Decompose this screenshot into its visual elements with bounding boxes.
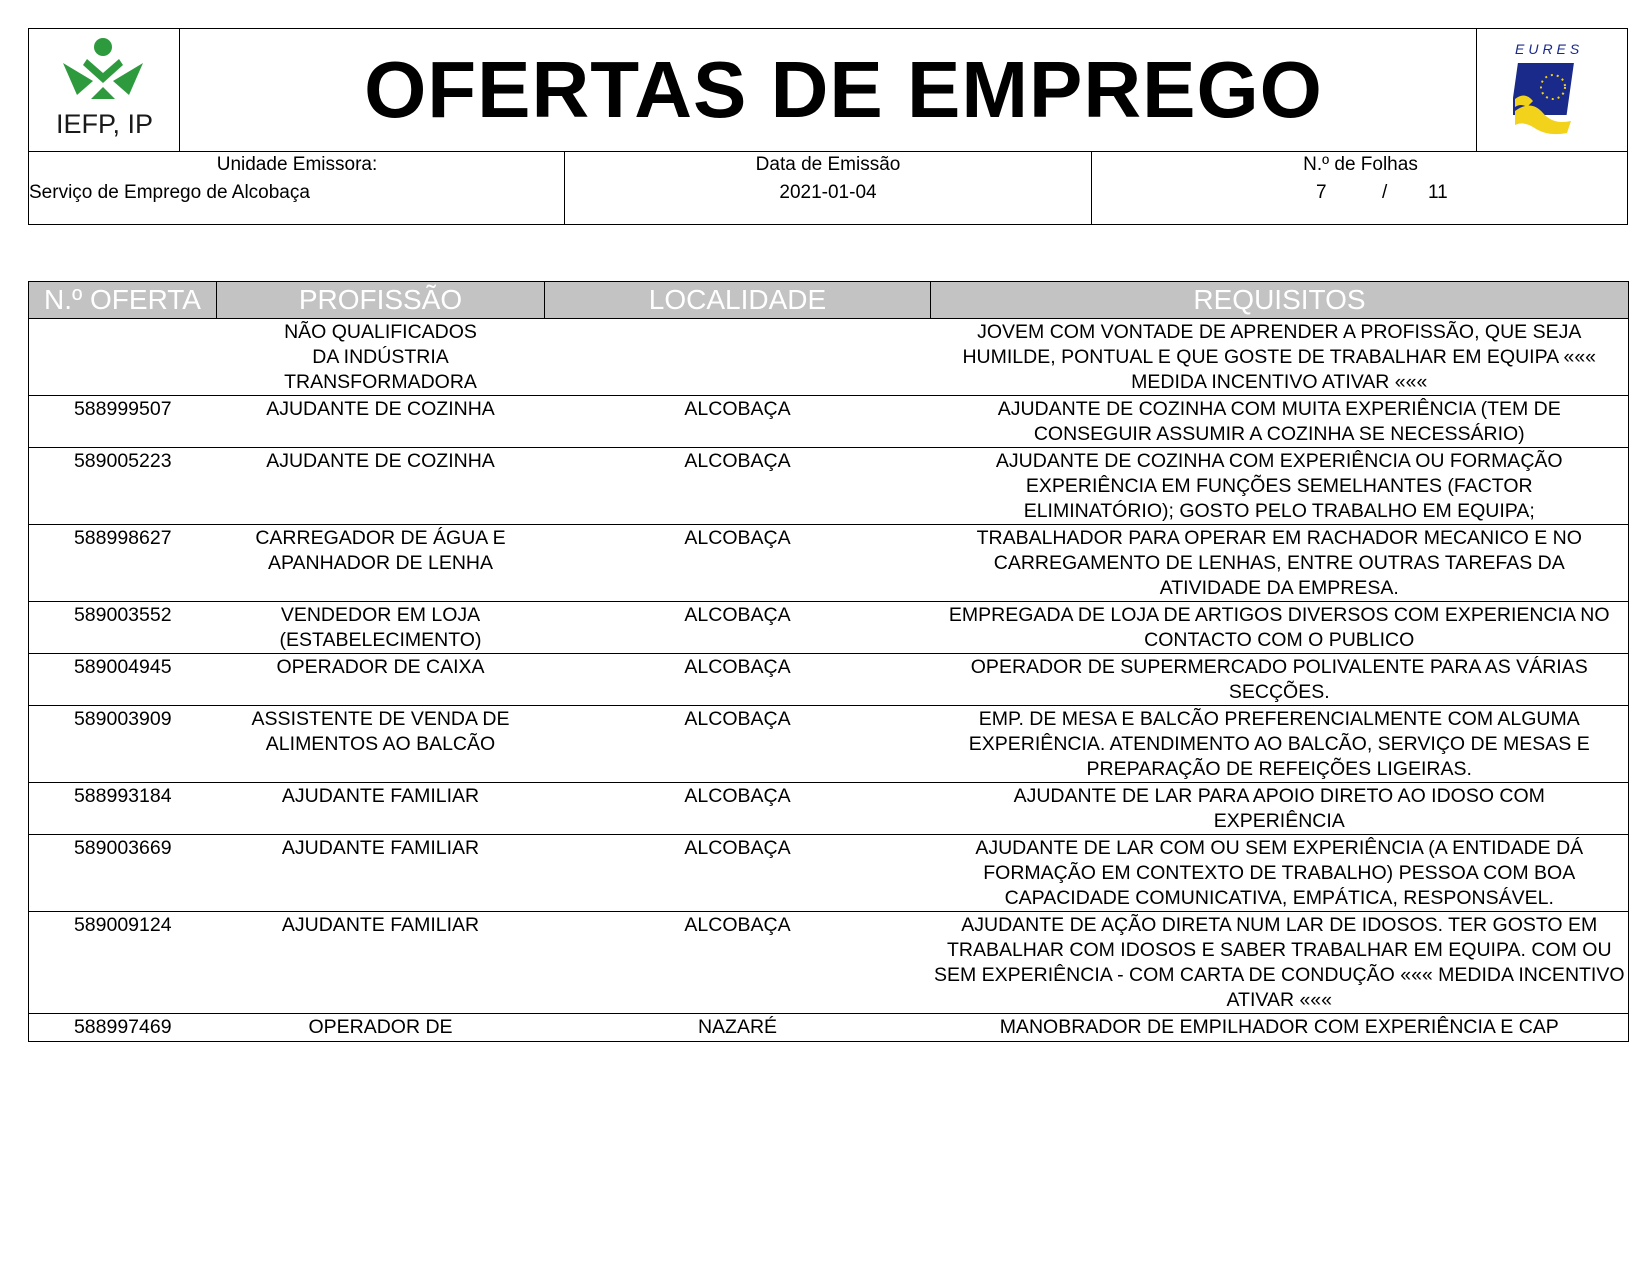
issuing-unit-label: Unidade Emissora: (216, 154, 378, 175)
offer-number: 588993184 (29, 783, 217, 835)
profession: AJUDANTE FAMILIAR (217, 783, 545, 835)
offer-number: 589003909 (29, 706, 217, 783)
location: ALCOBAÇA (545, 396, 931, 448)
offer-number (29, 319, 217, 396)
table-row (29, 525, 1629, 602)
page-title: OFERTAS DE EMPREGO (364, 45, 1323, 134)
offer-number: 589004945 (29, 654, 217, 706)
requirements: JOVEM COM VONTADE DE APRENDER A PROFISSÃO, QUE SEJA HUMILDE, PONTUAL E QUE GOSTE DE TRABALHAR EM EQUIPA ««« MEDIDA INCENTIVO ATIVAR ««« (931, 319, 1629, 396)
location (545, 319, 931, 396)
requirements: AJUDANTE DE LAR PARA APOIO DIRETO AO IDOSO COM EXPERIÊNCIA (931, 783, 1629, 835)
offer-number: 588999507 (29, 396, 217, 448)
location: ALCOBAÇA (545, 706, 931, 783)
requirements: AJUDANTE DE COZINHA COM EXPERIÊNCIA OU FORMAÇÃO EXPERIÊNCIA EM FUNÇÕES SEMELHANTES (FACTOR ELIMINATÓRIO); GOSTO PELO TRABALHO EM EQUIPA; (931, 448, 1629, 525)
requirements: EMPREGADA DE LOJA DE ARTIGOS DIVERSOS COM EXPERIENCIA NO CONTACTO COM O PUBLICO (931, 602, 1629, 654)
issue-date-value: 2021-01-04 (779, 182, 877, 203)
table-header-row (29, 282, 1629, 319)
header-location: LOCALIDADE (545, 282, 931, 319)
iefp-logo (29, 29, 180, 151)
profession: VENDEDOR EM LOJA (ESTABELECIMENTO) (217, 602, 545, 654)
profession: AJUDANTE FAMILIAR (217, 835, 545, 912)
document-header (28, 28, 1628, 225)
profession: CARREGADOR DE ÁGUA E APANHADOR DE LENHA (217, 525, 545, 602)
table-row (29, 319, 1629, 396)
issue-date (565, 152, 1092, 225)
sheet-count (1092, 152, 1629, 225)
location: ALCOBAÇA (545, 602, 931, 654)
eures-logo-icon (1513, 41, 1593, 141)
table-row (29, 1014, 1629, 1042)
offer-number: 589005223 (29, 448, 217, 525)
location: NAZARÉ (545, 1014, 931, 1042)
issuing-unit (29, 152, 565, 225)
requirements: OPERADOR DE SUPERMERCADO POLIVALENTE PARA AS VÁRIAS SECÇÕES. (931, 654, 1629, 706)
table-row (29, 706, 1629, 783)
location: ALCOBAÇA (545, 448, 931, 525)
requirements: AJUDANTE DE LAR COM OU SEM EXPERIÊNCIA (A ENTIDADE DÁ FORMAÇÃO EM CONTEXTO DE TRABALHO) PESSOA COM BOA CAPACIDADE COMUNICATIVA, EMPÁTICA, RESPONSÁVEL. (931, 835, 1629, 912)
eures-logo-text: EURES (1515, 41, 1584, 57)
requirements: AJUDANTE DE COZINHA COM MUITA EXPERIÊNCIA (TEM DE CONSEGUIR ASSUMIR A COZINHA SE NECESSÁRIO) (931, 396, 1629, 448)
profession: OPERADOR DE (217, 1014, 545, 1042)
location: ALCOBAÇA (545, 912, 931, 1014)
header-offer-number: N.º OFERTA (29, 282, 217, 319)
table-row (29, 448, 1629, 525)
offer-number: 589003552 (29, 602, 217, 654)
header-profession: PROFISSÃO (217, 282, 545, 319)
job-offers-table (28, 281, 1629, 1042)
table-row (29, 835, 1629, 912)
profession: OPERADOR DE CAIXA (217, 654, 545, 706)
iefp-logo-text: IEFP, IP (55, 109, 154, 139)
offer-number: 588998627 (29, 525, 217, 602)
profession: AJUDANTE DE COZINHA (217, 396, 545, 448)
location: ALCOBAÇA (545, 835, 931, 912)
requirements: TRABALHADOR PARA OPERAR EM RACHADOR MECANICO E NO CARREGAMENTO DE LENHAS, ENTRE OUTRAS TAREFAS DA ATIVIDADE DA EMPRESA. (931, 525, 1629, 602)
sheet-count-value (1092, 182, 1629, 206)
requirements: MANOBRADOR DE EMPILHADOR COM EXPERIÊNCIA E CAP (931, 1014, 1629, 1042)
offer-number: 589003669 (29, 835, 217, 912)
eures-logo (1476, 29, 1627, 151)
table-row (29, 654, 1629, 706)
issue-date-label: Data de Emissão (755, 154, 901, 175)
profession: AJUDANTE FAMILIAR (217, 912, 545, 1014)
offer-number: 589009124 (29, 912, 217, 1014)
iefp-logo-icon (57, 37, 153, 109)
table-row (29, 602, 1629, 654)
requirements: AJUDANTE DE AÇÃO DIRETA NUM LAR DE IDOSOS. TER GOSTO EM TRABALHAR COM IDOSOS E SABER TRABALHAR EM EQUIPA. COM OU SEM EXPERIÊNCIA - COM CARTA DE CONDUÇÃO ««« MEDIDA INCENTIVO ATIVAR ««« (931, 912, 1629, 1014)
table-row (29, 912, 1629, 1014)
profession: ASSISTENTE DE VENDA DE ALIMENTOS AO BALCÃO (217, 706, 545, 783)
profession: AJUDANTE DE COZINHA (217, 448, 545, 525)
requirements: EMP. DE MESA E BALCÃO PREFERENCIALMENTE COM ALGUMA EXPERIÊNCIA. ATENDIMENTO AO BALCÃO, SERVIÇO DE MESAS E PREPARAÇÃO DE REFEIÇÕES LIGEIRAS. (931, 706, 1629, 783)
header-requirements: REQUISITOS (931, 282, 1629, 319)
profession: NÃO QUALIFICADOS DA INDÚSTRIA TRANSFORMADORA (217, 319, 545, 396)
location: ALCOBAÇA (545, 783, 931, 835)
sheet-count-label: N.º de Folhas (1303, 154, 1418, 175)
table-row (29, 783, 1629, 835)
location: ALCOBAÇA (545, 525, 931, 602)
issuing-unit-value: Serviço de Emprego de Alcobaça (29, 182, 310, 203)
table-row (29, 396, 1629, 448)
offer-number: 588997469 (29, 1014, 217, 1042)
document-meta (29, 151, 1627, 225)
location: ALCOBAÇA (545, 654, 931, 706)
sheet-separator: / (1382, 182, 1388, 203)
sheet-current: 7 (1316, 182, 1327, 203)
sheet-total: 11 (1428, 182, 1448, 203)
